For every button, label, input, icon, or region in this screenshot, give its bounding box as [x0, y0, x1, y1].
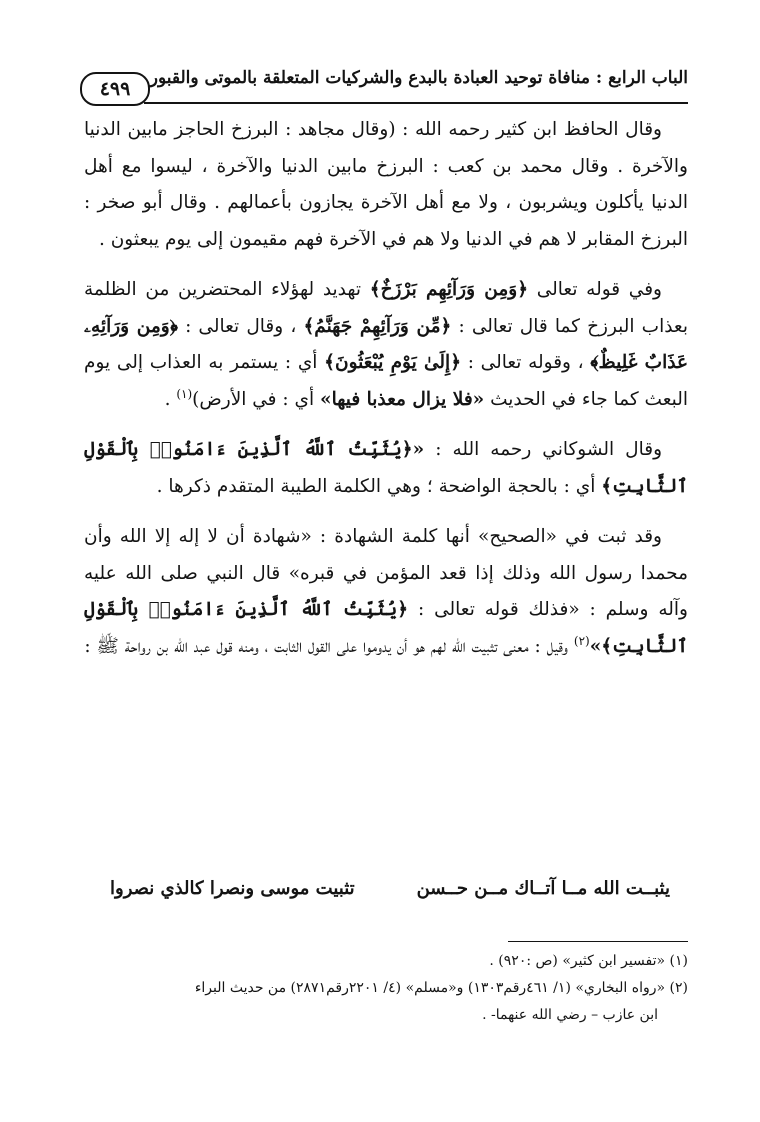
text-segment: وقد ثبت في «الصحيح» أنها كلمة الشهادة : «شهادة أن لا إله إلا الله وأن محمدا رسول الله وذلك إذا قعد المؤمن في قبره» قال النبي صلى الله عليه وآله وسلم : «فذلك قوله تعالى : [84, 526, 688, 620]
hadith-quote: «فلا يزال معذبا فيها» [320, 388, 485, 410]
quran-verse: ﴿وَمِن وَرَآئِهِۦ عَذَابٌ غَلِيظٌ﴾ [84, 315, 688, 373]
text-segment: أي : بالحجة الواضحة ؛ وهي الكلمة الطيبة المتقدم ذكرها . [156, 475, 596, 497]
paragraph-barzakh-threat [84, 272, 688, 418]
text-segment: تهديد لهؤلاء المحتضرين من الظلمة بعذاب البرزخ كما قال تعالى : [84, 279, 689, 337]
running-title [150, 68, 688, 88]
text-segment: أي : يستمر به العذاب إلى يوم البعث كما جاء في الحديث [84, 352, 688, 410]
page-header [80, 62, 688, 106]
header-divider [144, 102, 688, 104]
page-number: ٤٩٩ [80, 72, 150, 106]
footnote-2-continued: ابن عازب – رضي الله عنهما- . [482, 1007, 658, 1023]
poem-first-hemistich: يثبــت الله مــا آتــاك مــن حــسن [416, 878, 670, 899]
text-segment: أي : في الأرض) [192, 388, 315, 410]
paragraph-sahih [84, 519, 688, 665]
poem-verse [110, 872, 670, 912]
footnote-ref-1[interactable]: (١) [176, 386, 193, 401]
text-segment: وفي قوله تعالى [536, 279, 662, 300]
paragraph-ibn-kathir: وقال الحافظ ابن كثير رحمه الله : (وقال مجاهد : البرزخ الحاجز مابين الدنيا والآخرة . وقال محمد بن كعب : البرزخ مابين الدنيا والآخرة ، ليسوا مع أهل الدنيا يأكلون ويشربون ، ولا مع أهل الآخرة يجازون بأعمالهم . وقال أبو صخر : البرزخ المقابر لا هم في الدنيا ولا هم في الآخرة فهم مقيمون إلى يوم يبعثون . [84, 119, 688, 250]
footnote-2: (٢) «رواه البخاري» (١/ ٤٦١رقم١٣٠٣) و«مسلم» (٤/ ٢٢٠١رقم٢٨٧١) من حديث البراء [194, 980, 688, 996]
chapter-label: الباب الرابع : [595, 68, 688, 88]
quran-verse: ﴿يُثَبِّتُ ٱللَّهُ ٱلَّذِينَ ءَامَنُوا۟ بِٱلْقَوْلِ ٱلثَّابِتِ﴾» [84, 599, 688, 657]
quran-verse: ﴿مِّن وَرَآئِهِمْ جَهَنَّمُ﴾ [303, 315, 452, 337]
poem-second-hemistich: تثبيت موسى ونصرا كالذي نصروا [110, 878, 355, 899]
footnotes [84, 948, 688, 1029]
footnote-1: (١) «تفسير ابن كثير» (ص :٩٢٠) . [489, 953, 688, 969]
footnote-ref-2[interactable]: (٢) [573, 633, 590, 648]
chapter-subtitle: منافاة توحيد العبادة بالبدع والشركيات المتعلقة بالموتى والقبور [149, 68, 590, 88]
quran-verse: ﴿وَمِن وَرَآئِهِم بَرْزَخٌ﴾ [369, 279, 529, 300]
quran-verse: «﴿يُثَبِّتُ ٱللَّهُ ٱلَّذِينَ ءَامَنُوا۟ بِٱلْقَوْلِ ٱلثَّابِتِ﴾ [84, 439, 688, 497]
text-segment: وقال الشوكاني رحمه الله : [435, 439, 662, 460]
paragraph-shawkani [84, 432, 688, 505]
text-segment: ، وقوله تعالى : [467, 352, 584, 373]
text-segment: وقيل : معنى تثبيت الله لهم هو أن يدوموا على القول الثابت ، ومنه قول عبد الله بن رواحة ﷺ : [84, 635, 568, 657]
text-segment: ، وقال تعالى : [185, 315, 297, 337]
quran-verse: ﴿إِلَىٰ يَوْمِ يُبْعَثُونَ﴾ [324, 352, 462, 373]
main-text [84, 112, 688, 665]
text-segment: . [164, 388, 171, 410]
footnote-divider [508, 941, 688, 942]
